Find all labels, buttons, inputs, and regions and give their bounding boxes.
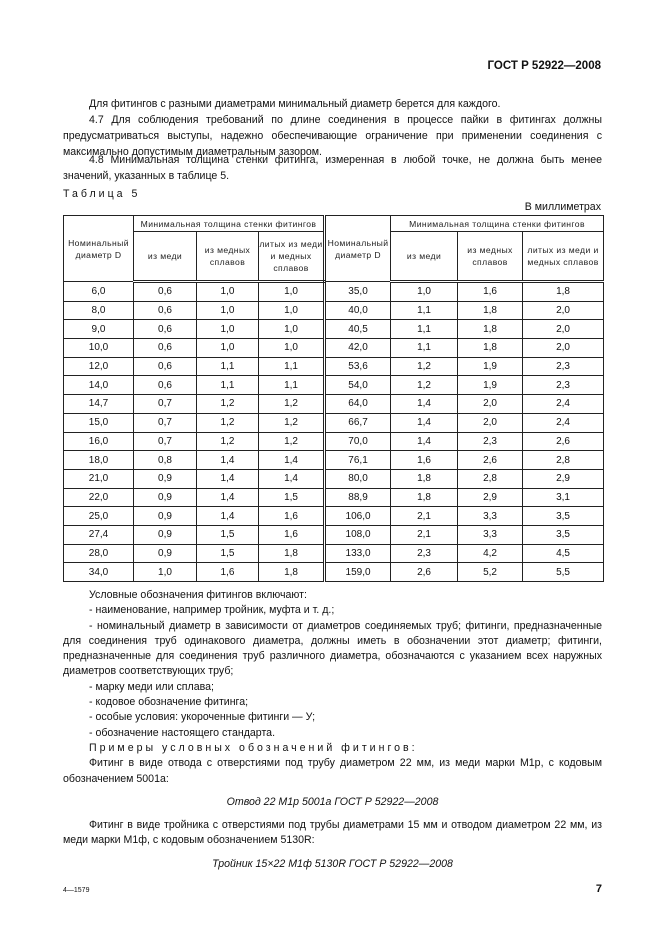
table-cell: 0,6: [134, 339, 197, 358]
table-cell: 1,0: [197, 301, 259, 320]
table-cell: 2,3: [458, 432, 523, 451]
header-cast: литых из меди и медных сплавов: [259, 232, 325, 282]
table-cell: 2,4: [523, 395, 604, 414]
table-row: [64, 451, 604, 470]
table-cell: 8,0: [64, 301, 134, 320]
table-cell: 3,1: [523, 488, 604, 507]
table-units: В миллиметрах: [524, 201, 601, 213]
table-cell: 1,2: [259, 413, 325, 432]
table-cell: 5,5: [523, 563, 604, 582]
table-cell: 1,2: [259, 432, 325, 451]
table-cell: 2,9: [458, 488, 523, 507]
table-cell: 1,0: [197, 320, 259, 339]
table-cell: 1,8: [458, 301, 523, 320]
table-row: [64, 544, 604, 563]
table-cell: 1,5: [197, 525, 259, 544]
table-cell: 1,6: [197, 563, 259, 582]
table-cell: 1,8: [458, 339, 523, 358]
table-row: [64, 282, 604, 302]
example-2-code: Тройник 15×22 М1ф 5130R ГОСТ Р 52922—2008: [212, 857, 453, 870]
table-cell: 3,3: [458, 525, 523, 544]
table-row: [64, 376, 604, 395]
table-cell: 1,1: [197, 376, 259, 395]
table-cell: 0,9: [134, 469, 197, 488]
note-item: - наименование, например тройник, муфта и т. д.;: [89, 604, 335, 617]
table-cell: 25,0: [64, 507, 134, 526]
table-cell: 80,0: [325, 469, 391, 488]
note-item: - марку меди или сплава;: [89, 680, 214, 693]
table-cell: 28,0: [64, 544, 134, 563]
table-cell: 40,0: [325, 301, 391, 320]
table-row: [64, 469, 604, 488]
footer: [63, 882, 602, 898]
table-cell: 2,0: [523, 320, 604, 339]
table-cell: 18,0: [64, 451, 134, 470]
table-cell: 1,6: [458, 282, 523, 302]
header-diameter: Номинальный диаметр D: [325, 216, 391, 282]
table-cell: 159,0: [325, 563, 391, 582]
table-cell: 2,0: [458, 413, 523, 432]
example-1-text: Фитинг в виде отвода с отверстиями под трубу диаметром 22 мм, из меди марки М1р, с кодовым обозначением 5001а:: [63, 757, 602, 785]
table-row: [64, 507, 604, 526]
table-cell: 16,0: [64, 432, 134, 451]
table-caption: Таблица 5: [63, 188, 141, 200]
table-row: [64, 339, 604, 358]
table-cell: 1,1: [391, 339, 458, 358]
table-row: [64, 301, 604, 320]
table-cell: 2,8: [523, 451, 604, 470]
header-alloy: из медных сплавов: [197, 232, 259, 282]
paragraph: Для фитингов с разными диаметрами минимальный диаметр берется для каждого.: [89, 98, 501, 110]
table-cell: 1,8: [523, 282, 604, 302]
table-cell: 14,0: [64, 376, 134, 395]
table-cell: 1,4: [391, 395, 458, 414]
table-cell: 4,5: [523, 544, 604, 563]
table-cell: 108,0: [325, 525, 391, 544]
table-cell: 1,4: [197, 469, 259, 488]
table-row: [64, 525, 604, 544]
page-number: 7: [595, 883, 602, 896]
table-row: [64, 320, 604, 339]
table-cell: 1,6: [259, 525, 325, 544]
table-cell: 1,5: [197, 544, 259, 563]
table-cell: 1,1: [391, 320, 458, 339]
table-cell: 2,8: [458, 469, 523, 488]
note-item: - обозначение настоящего стандарта.: [89, 726, 276, 739]
table-cell: 0,9: [134, 544, 197, 563]
table-cell: 1,8: [391, 469, 458, 488]
notes-intro: Условные обозначения фитингов включают:: [89, 589, 307, 601]
table-cell: 1,0: [259, 320, 325, 339]
table-row: [64, 357, 604, 376]
header-group: Минимальная толщина стенки фитингов: [134, 216, 325, 232]
table-cell: 0,7: [134, 432, 197, 451]
table-cell: 2,3: [391, 544, 458, 563]
table-cell: 1,6: [259, 507, 325, 526]
table-cell: 1,4: [197, 488, 259, 507]
table-cell: 3,5: [523, 507, 604, 526]
wall-thickness-table: [63, 215, 604, 582]
document-header: ГОСТ Р 52922—2008: [487, 60, 601, 72]
table-row: [64, 413, 604, 432]
table-cell: 0,6: [134, 282, 197, 302]
table-cell: 10,0: [64, 339, 134, 358]
table-cell: 0,8: [134, 451, 197, 470]
table-row: [64, 563, 604, 582]
table-cell: 1,2: [197, 395, 259, 414]
table-cell: 1,0: [134, 563, 197, 582]
table-cell: 3,5: [523, 525, 604, 544]
table-cell: 1,1: [259, 376, 325, 395]
notes-section: [63, 588, 602, 898]
header-group: Минимальная толщина стенки фитингов: [391, 216, 604, 232]
table-row: [64, 488, 604, 507]
table-cell: 2,0: [458, 395, 523, 414]
table-cell: 0,9: [134, 525, 197, 544]
table-cell: 2,6: [391, 563, 458, 582]
example-2-text: Фитинг в виде тройника с отверстиями под трубы диаметрами 15 мм и отводом диаметром 22 мм, из меди марки М1ф, с кодовым обозначением 5130R:: [63, 819, 602, 847]
table-cell: 1,9: [458, 357, 523, 376]
table-cell: 1,8: [391, 488, 458, 507]
table-cell: 15,0: [64, 413, 134, 432]
table-cell: 0,9: [134, 488, 197, 507]
table-cell: 1,2: [197, 413, 259, 432]
table-cell: 1,1: [259, 357, 325, 376]
table-cell: 70,0: [325, 432, 391, 451]
table-cell: 1,1: [197, 357, 259, 376]
header-alloy: из медных сплавов: [458, 232, 523, 282]
table-cell: 1,5: [259, 488, 325, 507]
table-cell: 2,3: [523, 357, 604, 376]
table-cell: 1,1: [391, 301, 458, 320]
table-cell: 0,6: [134, 301, 197, 320]
table-cell: 1,4: [259, 451, 325, 470]
table-cell: 2,4: [523, 413, 604, 432]
table-cell: 76,1: [325, 451, 391, 470]
table-cell: 54,0: [325, 376, 391, 395]
table-cell: 1,2: [391, 376, 458, 395]
note-item: - особые условия: укороченные фитинги — У;: [89, 711, 316, 724]
table-cell: 1,8: [259, 563, 325, 582]
table-cell: 1,9: [458, 376, 523, 395]
header-copper: из меди: [134, 232, 197, 282]
table-cell: 21,0: [64, 469, 134, 488]
table-cell: 1,2: [259, 395, 325, 414]
table-cell: 9,0: [64, 320, 134, 339]
table-cell: 64,0: [325, 395, 391, 414]
table-cell: 2,1: [391, 507, 458, 526]
table-row: [64, 432, 604, 451]
table-cell: 34,0: [64, 563, 134, 582]
table-cell: 42,0: [325, 339, 391, 358]
paragraph-4-8: 4.8 Минимальная толщина стенки фитинга, измеренная в любой точке, не должна быть менее значений, указанных в таблице 5.: [63, 154, 602, 182]
header-cast: литых из меди и медных сплавов: [523, 232, 604, 282]
table-cell: 1,4: [197, 507, 259, 526]
table-cell: 1,8: [259, 544, 325, 563]
note-item: - номинальный диаметр в зависимости от диаметров соединяемых труб; фитинги, предназначенные для соединения труб одинакового диаметра, должны иметь в обозначении этот диаметр; фитинги, предназначенные для соединения труб различного диаметра, обозначаются с указанием всех наружных диаметров соответствующих труб;: [63, 619, 602, 678]
table-cell: 4,2: [458, 544, 523, 563]
examples-title: Примеры условных обозначений фитингов:: [89, 741, 418, 754]
table-cell: 0,7: [134, 395, 197, 414]
table-cell: 2,1: [391, 525, 458, 544]
table-cell: 0,9: [134, 507, 197, 526]
table-cell: 1,0: [259, 339, 325, 358]
table-cell: 35,0: [325, 282, 391, 302]
table-cell: 2,6: [458, 451, 523, 470]
table-cell: 3,3: [458, 507, 523, 526]
table-cell: 1,4: [391, 413, 458, 432]
table-cell: 0,6: [134, 320, 197, 339]
table-cell: 1,8: [458, 320, 523, 339]
table-cell: 1,4: [197, 451, 259, 470]
table-cell: 14,7: [64, 395, 134, 414]
footer-code: 4—1579: [63, 887, 90, 895]
paragraph-4-7: 4.7 Для соблюдения требований по длине соединения в процессе пайки в фитингах должны предусматриваться выступы, надежно обеспечивающие ограничение при применении соединения с максимально допустимым диаметральным зазором.: [63, 114, 602, 158]
header-diameter: Номинальный диаметр D: [64, 216, 134, 282]
table-cell: 1,2: [391, 357, 458, 376]
table-cell: 106,0: [325, 507, 391, 526]
table-cell: 2,3: [523, 376, 604, 395]
table-cell: 1,4: [259, 469, 325, 488]
table-cell: 1,0: [197, 282, 259, 302]
table-cell: 6,0: [64, 282, 134, 302]
table-cell: 2,9: [523, 469, 604, 488]
table-cell: 0,6: [134, 376, 197, 395]
table-cell: 2,6: [523, 432, 604, 451]
table-cell: 1,4: [391, 432, 458, 451]
table-cell: 88,9: [325, 488, 391, 507]
note-item: - кодовое обозначение фитинга;: [89, 696, 249, 709]
table-cell: 1,0: [391, 282, 458, 302]
table-cell: 1,6: [391, 451, 458, 470]
table-cell: 1,0: [197, 339, 259, 358]
table-cell: 0,6: [134, 357, 197, 376]
table-cell: 1,0: [259, 301, 325, 320]
table-cell: 53,6: [325, 357, 391, 376]
table-cell: 5,2: [458, 563, 523, 582]
table-cell: 22,0: [64, 488, 134, 507]
table-cell: 27,4: [64, 525, 134, 544]
table-cell: 12,0: [64, 357, 134, 376]
table-cell: 1,0: [259, 282, 325, 302]
header-copper: из меди: [391, 232, 458, 282]
example-1-code: Отвод 22 М1р 5001а ГОСТ Р 52922—2008: [226, 795, 439, 808]
table-cell: 1,2: [197, 432, 259, 451]
table-cell: 2,0: [523, 339, 604, 358]
table-cell: 2,0: [523, 301, 604, 320]
table-cell: 66,7: [325, 413, 391, 432]
table-row: [64, 395, 604, 414]
table-cell: 0,7: [134, 413, 197, 432]
table-cell: 40,5: [325, 320, 391, 339]
table-cell: 133,0: [325, 544, 391, 563]
